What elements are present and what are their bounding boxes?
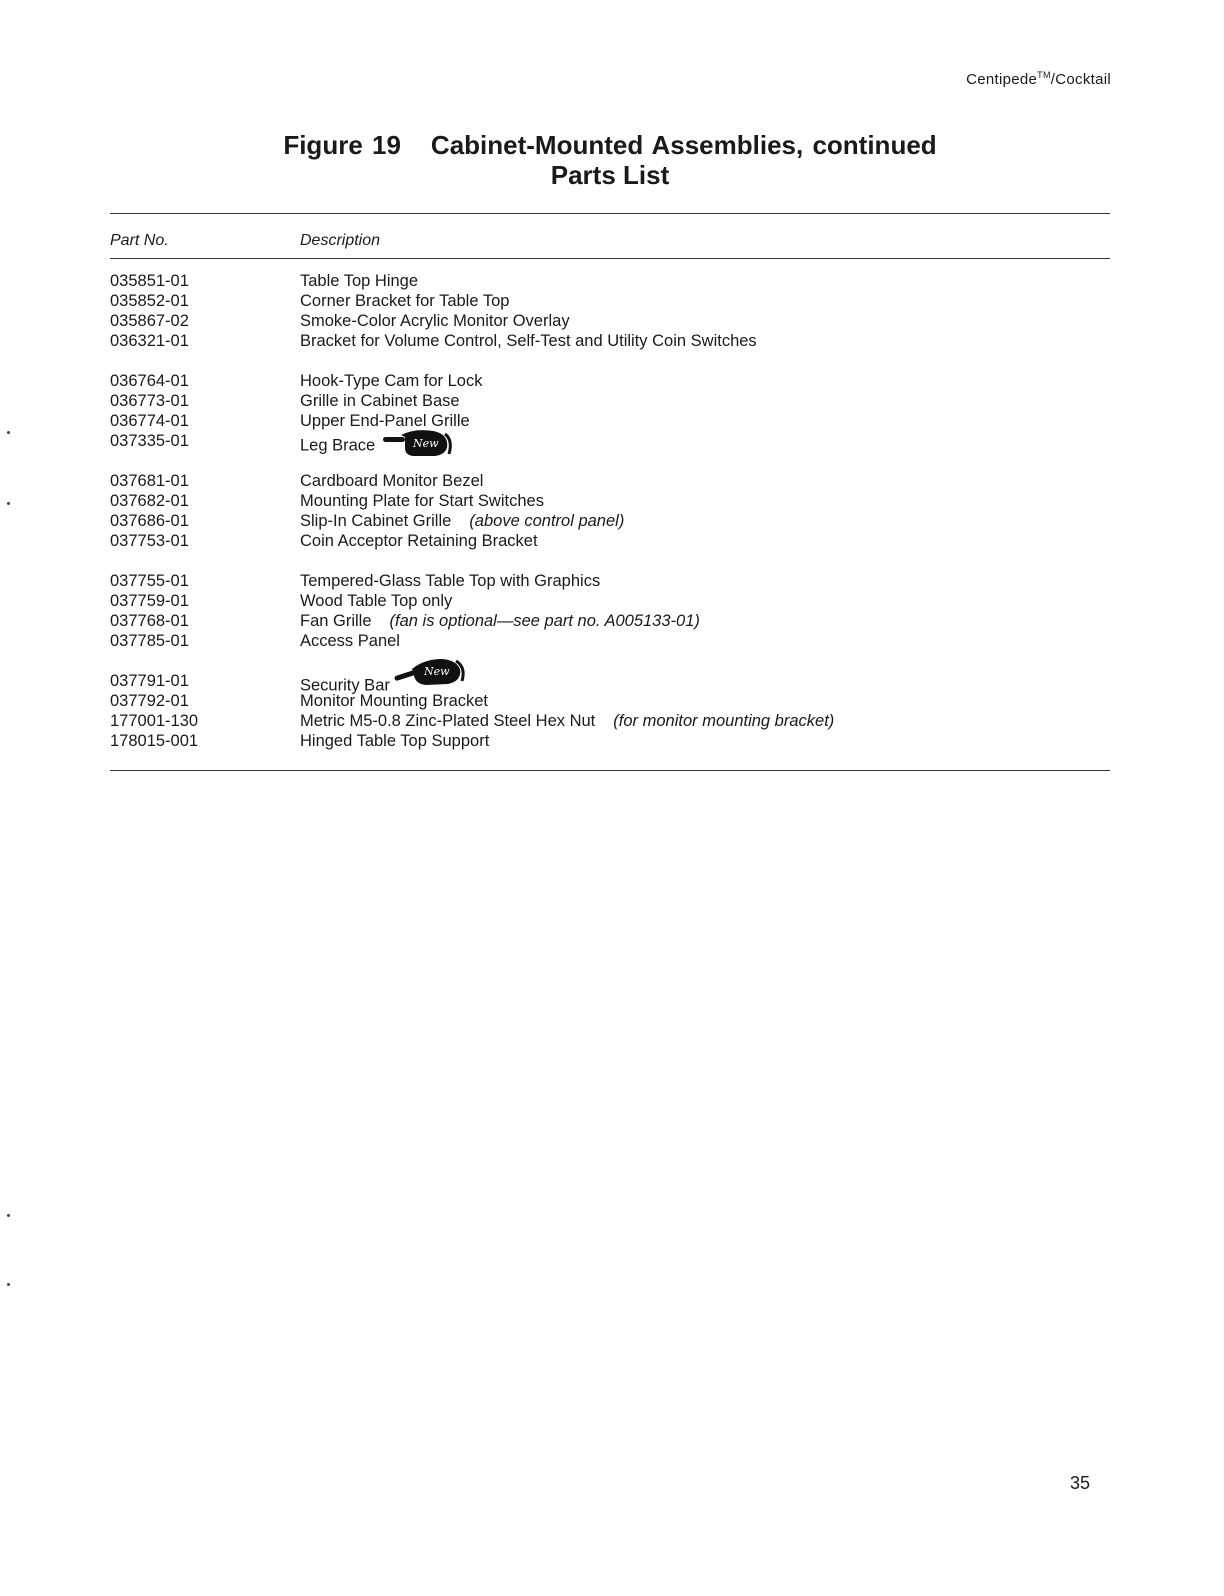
part-number: 037755-01: [110, 572, 189, 590]
table-row: [110, 591, 1110, 611]
part-note: (fan is optional—see part no. A005133-01): [389, 612, 700, 630]
table-row: [110, 391, 1110, 411]
margin-mark: [7, 502, 10, 505]
part-description: Security Bar: [300, 676, 390, 695]
table-row: [110, 691, 1110, 711]
part-number: 036321-01: [110, 332, 189, 350]
part-number: 036773-01: [110, 392, 189, 410]
part-description: Grille in Cabinet Base: [300, 392, 460, 410]
parts-group: [110, 471, 1110, 551]
part-number: 037681-01: [110, 472, 189, 490]
part-number: 037768-01: [110, 612, 189, 630]
part-description: Fan Grille: [300, 612, 372, 630]
part-description: Access Panel: [300, 632, 400, 650]
parts-group: [110, 665, 1110, 751]
part-number: 177001-130: [110, 712, 199, 730]
figure-subheading: Parts List: [550, 160, 670, 190]
header-title-right: /Cocktail: [1050, 71, 1111, 88]
new-pointing-hand-icon: [383, 428, 455, 458]
parts-group: [110, 271, 1110, 351]
table-row: [110, 531, 1110, 551]
new-badge-label: New: [413, 437, 439, 450]
page-number: 35: [1069, 1473, 1090, 1493]
part-number: 037335-01: [110, 432, 189, 450]
figure-title: [230, 130, 990, 190]
column-header-part-no: Part No.: [110, 232, 169, 249]
table-row: [110, 731, 1110, 751]
part-description: Coin Acceptor Retaining Bracket: [300, 532, 538, 550]
figure-heading: Cabinet-Mounted Assemblies, continued: [430, 130, 937, 160]
part-description: Metric M5-0.8 Zinc-Plated Steel Hex Nut: [300, 712, 596, 730]
table-row: [110, 491, 1110, 511]
column-header-description: Description: [300, 232, 381, 249]
part-number: 036774-01: [110, 412, 189, 430]
part-number: 037686-01: [110, 512, 189, 530]
table-row: [110, 665, 1110, 695]
part-number: 036764-01: [110, 372, 189, 390]
margin-mark: [7, 431, 10, 434]
table-row: [110, 411, 1110, 431]
margin-mark: [7, 1283, 10, 1286]
running-header: [966, 70, 1111, 88]
part-description: Tempered-Glass Table Top with Graphics: [300, 572, 601, 590]
part-number: 037791-01: [110, 672, 189, 690]
part-number: 037753-01: [110, 532, 189, 550]
part-number: 037792-01: [110, 692, 189, 710]
table-row: [110, 431, 1110, 455]
bottom-rule: [110, 770, 1110, 771]
table-row: [110, 471, 1110, 491]
part-description: Corner Bracket for Table Top: [300, 292, 510, 310]
part-number: 035867-02: [110, 312, 189, 330]
parts-group: [110, 571, 1110, 651]
part-description: Hinged Table Top Support: [300, 732, 490, 750]
table-row: [110, 611, 1110, 631]
margin-mark: [7, 1214, 10, 1217]
part-description: Cardboard Monitor Bezel: [300, 472, 484, 490]
new-pointing-hand-icon: [394, 657, 466, 687]
part-description: Mounting Plate for Start Switches: [300, 492, 544, 510]
part-description: Smoke-Color Acrylic Monitor Overlay: [300, 312, 570, 330]
table-row: [110, 571, 1110, 591]
top-rule: [110, 213, 1110, 214]
table-row: [110, 271, 1110, 291]
part-note: (for monitor mounting bracket): [613, 712, 835, 730]
table-row: [110, 511, 1110, 531]
part-description: Leg Brace: [300, 436, 376, 455]
part-description: Wood Table Top only: [300, 592, 453, 610]
table-row: [110, 291, 1110, 311]
table-row: [110, 371, 1110, 391]
parts-list: [110, 271, 1110, 771]
table-row: [110, 311, 1110, 331]
header-rule: [110, 258, 1110, 259]
header-title-left: Centipede: [966, 71, 1038, 88]
part-description: Hook-Type Cam for Lock: [300, 372, 483, 390]
table-row: [110, 631, 1110, 651]
part-description: Monitor Mounting Bracket: [300, 692, 489, 710]
figure-number: Figure 19: [283, 130, 401, 160]
parts-group: [110, 371, 1110, 455]
part-description: Slip-In Cabinet Grille: [300, 512, 452, 530]
table-row: [110, 711, 1110, 731]
part-number: 178015-001: [110, 732, 199, 750]
part-description: Bracket for Volume Control, Self-Test and Utility Coin Switches: [300, 332, 757, 350]
part-description: Upper End-Panel Grille: [300, 412, 470, 430]
part-number: 037682-01: [110, 492, 189, 510]
part-number: 035852-01: [110, 292, 189, 310]
trademark-mark: TM: [1037, 70, 1051, 80]
part-number: 035851-01: [110, 272, 189, 290]
part-number: 037759-01: [110, 592, 189, 610]
new-badge-label: New: [423, 665, 450, 678]
table-row: [110, 331, 1110, 351]
part-note: (above control panel): [469, 512, 625, 530]
part-description: Table Top Hinge: [300, 272, 419, 290]
part-number: 037785-01: [110, 632, 189, 650]
